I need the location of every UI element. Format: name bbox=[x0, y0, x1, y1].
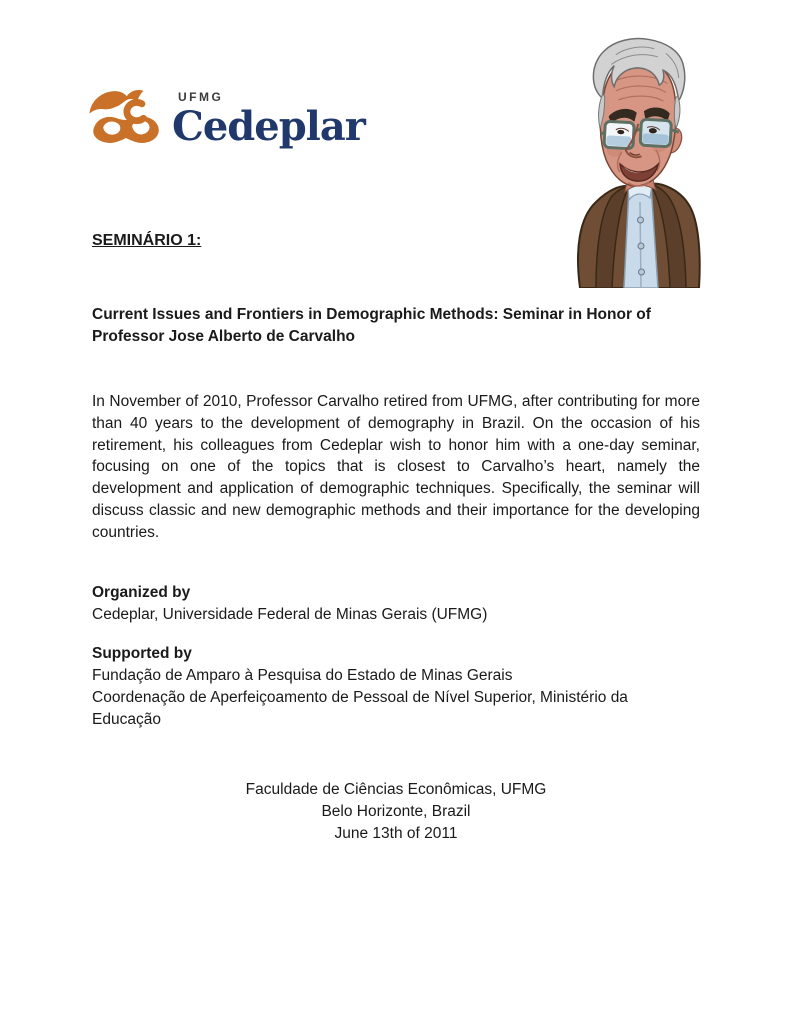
organized-by-line: Cedeplar, Universidade Federal de Minas Gerais (UFMG) bbox=[92, 605, 488, 623]
venue-date-section bbox=[92, 779, 700, 845]
supported-by-label: Supported by bbox=[92, 644, 192, 662]
description-line: retirement, his colleagues from Cedeplar wish to honor him with a one-day seminar, bbox=[92, 436, 700, 454]
description-line: development and application of demographic techniques. Specifically, the seminar will bbox=[92, 480, 700, 498]
supported-by-line: Fundação de Amparo à Pesquisa do Estado de Minas Gerais bbox=[92, 666, 513, 684]
description-line: than 40 years to the development of demography in Brazil. On the occasion of his bbox=[92, 414, 700, 432]
seminar-title bbox=[92, 304, 700, 348]
date-line: June 13th of 2011 bbox=[334, 824, 458, 842]
logo-institution-label: UFMG bbox=[178, 90, 224, 104]
supported-by-line: Educação bbox=[92, 710, 161, 728]
venue-line: Faculdade de Ciências Econômicas, UFMG bbox=[245, 780, 547, 798]
organized-by-section bbox=[92, 582, 700, 626]
document-body bbox=[92, 231, 700, 845]
supported-by-line: Coordenação de Aperfeiçoamento de Pessoal de Nível Superior, Ministério da bbox=[92, 688, 628, 706]
description-line: discuss classic and new demographic methods and their importance for the developing bbox=[92, 501, 700, 519]
logo-text bbox=[172, 80, 365, 149]
seminar-title-line: Professor Jose Alberto de Carvalho bbox=[92, 328, 356, 345]
cedeplar-logo bbox=[88, 80, 365, 152]
description-line: countries. bbox=[92, 523, 160, 541]
supported-by-section bbox=[92, 643, 700, 731]
cedeplar-logo-mark-icon bbox=[88, 80, 164, 152]
seminar-title-line: Current Issues and Frontiers in Demographic Methods: Seminar in Honor of bbox=[92, 306, 651, 323]
description-line: focusing on one of the topics that is closest to Carvalho’s heart, namely the bbox=[92, 458, 700, 476]
logo-brand-label: Cedeplar bbox=[172, 103, 365, 150]
organized-by-label: Organized by bbox=[92, 583, 191, 601]
seminar-heading: SEMINÁRIO 1: bbox=[92, 232, 202, 249]
city-line: Belo Horizonte, Brazil bbox=[321, 802, 471, 820]
description-line: In November of 2010, Professor Carvalho retired from UFMG, after contributing for more bbox=[92, 393, 700, 410]
seminar-description bbox=[92, 391, 700, 544]
